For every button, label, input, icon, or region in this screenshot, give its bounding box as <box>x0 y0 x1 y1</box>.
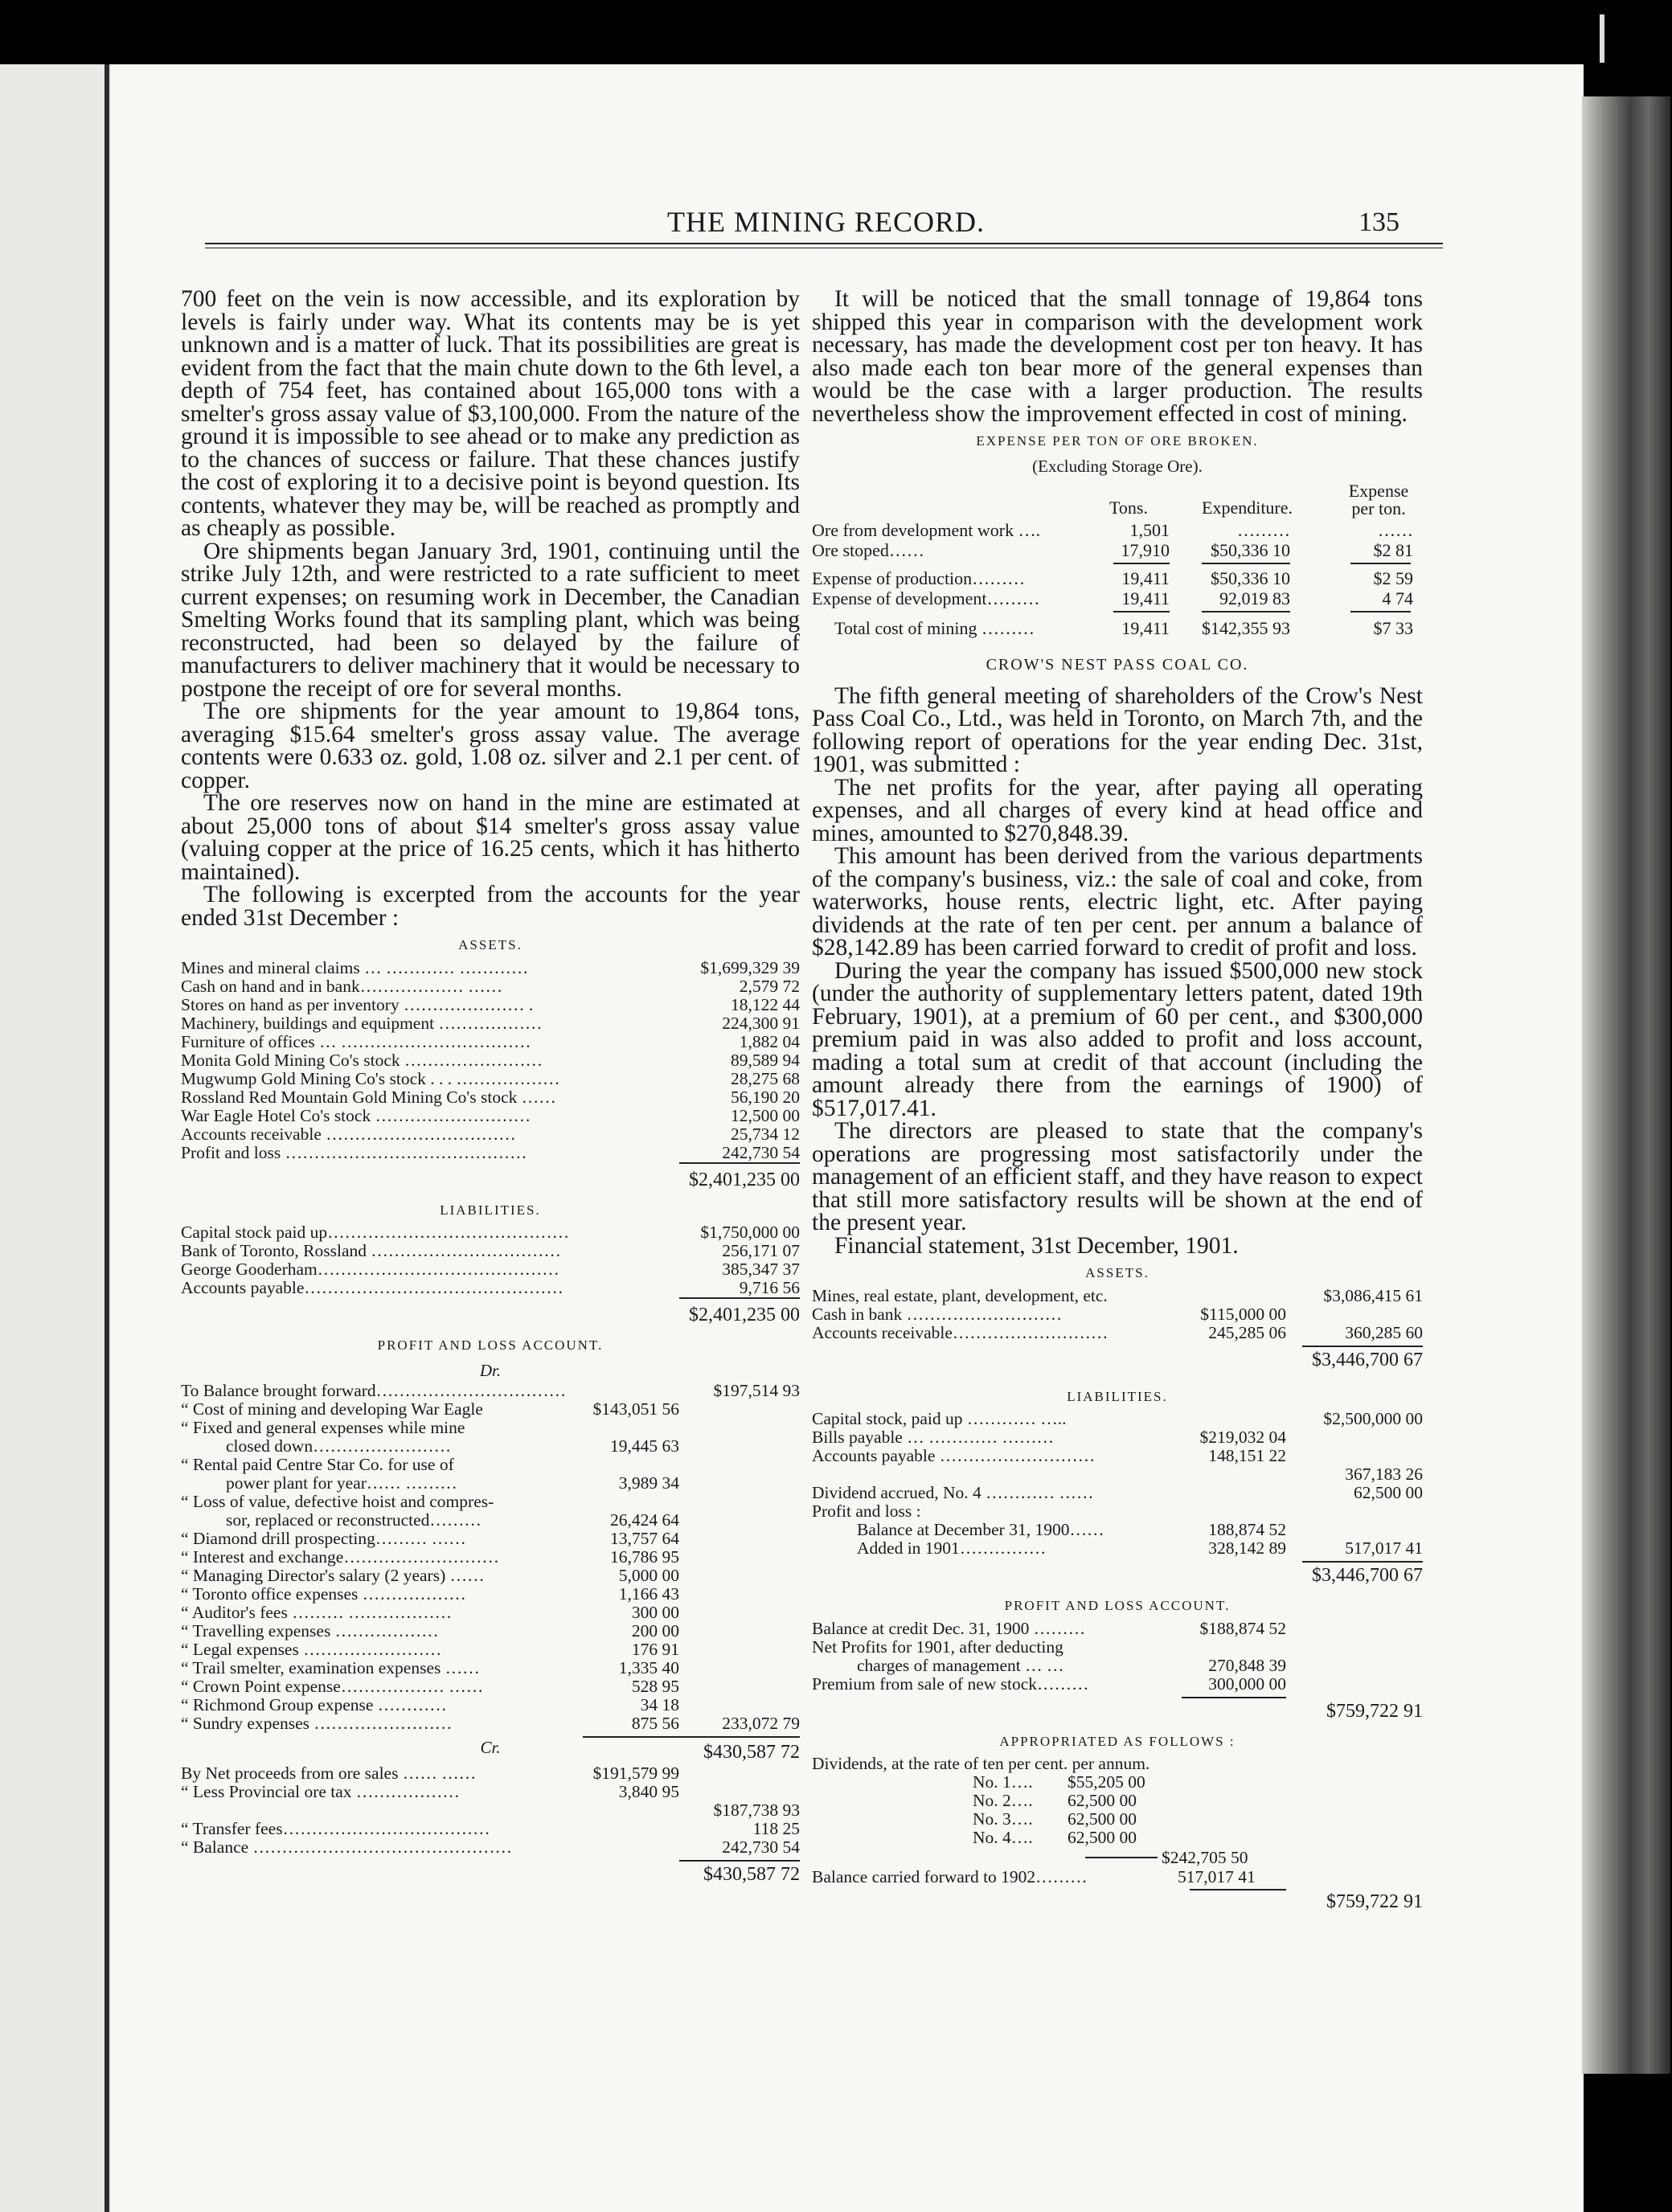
row-label: “ Legal expenses …………………… <box>181 1640 442 1659</box>
table-row <box>181 1260 800 1279</box>
paragraph: 700 feet on the vein is now accessible, and its exploration by levels is fairly under way. What its contents may be is yet unknown and is a matter of luck. That its possibilities are great is evident from the fact that the main chute down to the 6th level, a depth of 754 feet, has contained about 165,000 tons with a smelter's gross assay value of $3,100,000. From the nature of the ground it is impossible to see ahead or to make any prediction as to the chances of success or failure. That these chances justify the cost of exploring it to a decisive point is beyond question. Its contents, whatever they may be, will be reached as promptly and as cheaply as possible. <box>181 286 800 541</box>
row-label: “ Fixed and general expenses while mine <box>181 1418 465 1437</box>
pnl-dr: Dr. <box>479 1360 502 1380</box>
expense-per-ton: …… <box>1378 520 1413 540</box>
row-label: Monita Gold Mining Co's stock …………………… <box>181 1050 543 1070</box>
table-row <box>181 1125 800 1144</box>
expense-label: Ore from development work …. <box>812 520 1041 540</box>
row-value: 224,300 91 <box>722 1013 800 1033</box>
expense-rule <box>1113 563 1170 564</box>
row-label: “ Balance ……………………………………… <box>181 1837 513 1857</box>
row-value-subtotal: 34 18 <box>640 1695 679 1714</box>
table-row <box>812 1484 1423 1502</box>
fin-assets-heading: ASSETS. <box>1085 1265 1150 1280</box>
row-value-subtotal: 5,000 00 <box>618 1566 679 1585</box>
table-row <box>181 1088 800 1107</box>
table-row <box>181 1223 800 1242</box>
table-row <box>181 1696 800 1714</box>
expense-per-ton: $7 33 <box>1373 618 1413 638</box>
paragraph: During the year the company has issued $500,000 new stock (under the authority of supplementary letters patent, dated 19th February, 1901), at a premium of 60 per cent., and $300,000 premium paid in was also added to profit and loss account, mading a total sum at credit of that account (including the amount already there from the earnings of 1900) of $517,017.41. <box>812 957 1423 1121</box>
liabilities-table <box>181 1223 800 1297</box>
row-value-total: 360,285 60 <box>1345 1322 1423 1342</box>
row-label: Rossland Red Mountain Gold Mining Co's stock …… <box>181 1087 556 1107</box>
row-label: “ Rental paid Centre Star Co. for use of <box>181 1455 454 1474</box>
expense-per-ton: 4 74 <box>1382 588 1413 608</box>
table-row <box>181 996 800 1014</box>
row-value-subtotal: 3,989 34 <box>618 1473 679 1493</box>
row-value-total: 367,183 26 <box>1345 1464 1423 1484</box>
table-row <box>181 1014 800 1033</box>
row-label: Capital stock, paid up ………… ….. <box>812 1409 1067 1428</box>
row-value: $1,699,329 39 <box>700 957 800 977</box>
right-column <box>812 288 1423 1913</box>
table-row <box>181 1456 800 1474</box>
table-row <box>181 1382 800 1400</box>
row-label: Net Profits for 1901, after deducting <box>812 1636 1063 1657</box>
expense-tons: 19,411 <box>1121 588 1170 608</box>
table-row <box>812 1620 1423 1638</box>
row-value-total: $197,514 93 <box>713 1381 800 1400</box>
row-value-subtotal: 328,142 89 <box>1208 1538 1286 1558</box>
paragraph: The directors are pleased to state that the company's operations are progressing most satisfactorily under the management of an efficient staff, and they have reason to expect that still more satisfactory results will be shown at the end of the present year. <box>812 1118 1423 1235</box>
table-row <box>181 1659 800 1677</box>
table-row <box>812 1539 1423 1558</box>
table-row <box>181 1820 800 1838</box>
paragraph: Financial statement, 31st December, 1901. <box>834 1232 1239 1259</box>
liabilities-total: $2,401,235 00 <box>689 1305 800 1325</box>
pnl-cr-total: $430,587 72 <box>703 1863 800 1885</box>
row-value: 28,275 68 <box>731 1068 800 1088</box>
table-row <box>181 1530 800 1548</box>
row-label: Capital stock paid up…………………………………… <box>181 1223 570 1242</box>
expense-row <box>812 521 1423 541</box>
row-value: 18,122 44 <box>731 994 800 1014</box>
table-row <box>181 1070 800 1088</box>
row-label: Mugwump Gold Mining Co's stock . . . ……………… <box>181 1068 560 1088</box>
dividend-row <box>812 1810 1423 1829</box>
expense-rule <box>1350 611 1411 612</box>
assets-table <box>181 959 800 1162</box>
paragraph: It will be noticed that the small tonnage of 19,864 tons shipped this year in comparison with the development work necessary, has made the development cost per ton heavy. It has also made each ton bear more of the general expenses than would be the case with a larger production. The results nevertheless show the improvement effected in cost of mining. <box>812 286 1423 427</box>
row-label: Balance at credit Dec. 31, 1900 ……… <box>812 1618 1086 1638</box>
table-row <box>181 1783 800 1801</box>
expense-tons: 17,910 <box>1121 540 1170 560</box>
pnl-debit-table <box>181 1382 800 1733</box>
header-rule <box>205 243 1443 244</box>
table-row <box>812 1521 1423 1539</box>
expense-table <box>812 482 1423 639</box>
row-value-subtotal: 176 91 <box>631 1640 679 1659</box>
expense-label: Total cost of mining ……… <box>834 618 1035 638</box>
paragraph: Ore shipments began January 3rd, 1901, continuing until the strike July 12th, and were restricted to a rate sufficient to meet current expenses; on resuming work in December, the Canadian Smelting Works found that its sampling plant, which was being reconstructed, had been so delayed by the failure of manufacturers to deliver machinery that it would be necessary to postpone the receipt of ore for several months. <box>181 538 800 702</box>
table-row <box>181 1801 800 1820</box>
expense-rule <box>1113 611 1170 612</box>
row-value-subtotal: $188,874 52 <box>1199 1618 1286 1638</box>
dividend-label: No. 1…. <box>973 1772 1033 1792</box>
table-row <box>812 1305 1423 1324</box>
table-row <box>181 1437 800 1456</box>
table-row <box>181 1604 800 1622</box>
expense-subheading: (Excluding Storage Ore). <box>1032 456 1203 476</box>
expense-tons: 19,411 <box>1121 618 1170 638</box>
table-row <box>812 1638 1423 1657</box>
row-value: 256,171 07 <box>722 1241 800 1260</box>
carried-label: Balance carried forward to 1902……… <box>812 1867 1088 1886</box>
row-label: Mines and mineral claims … ………… ………… <box>181 957 529 977</box>
row-label: Accounts receivable …………………………… <box>181 1124 516 1144</box>
expense-tons: 19,411 <box>1121 568 1170 588</box>
table-row <box>181 1242 800 1260</box>
page-number: 135 <box>1358 207 1399 237</box>
row-label: “ Cost of mining and developing War Eagle <box>181 1399 483 1419</box>
expense-row <box>812 569 1423 589</box>
row-label: sor, replaced or reconstructed……… <box>226 1510 482 1530</box>
table-row <box>181 959 800 977</box>
table-row <box>812 1502 1423 1521</box>
row-value-subtotal: 19,445 63 <box>610 1436 679 1456</box>
row-label: “ Trail smelter, examination expenses …… <box>181 1658 480 1677</box>
row-value-subtotal: 26,424 64 <box>610 1510 679 1530</box>
expense-header-row <box>812 482 1423 521</box>
row-label: “ Managing Director's salary (2 years) …… <box>181 1566 485 1585</box>
row-label: Mines, real estate, plant, development, etc. <box>812 1285 1108 1305</box>
table-row <box>181 1585 800 1604</box>
row-label: “ Sundry expenses …………………… <box>181 1714 453 1733</box>
left-column <box>181 288 800 1889</box>
row-label: Furniture of offices … …………………………… <box>181 1031 531 1051</box>
table-row <box>181 1107 800 1125</box>
table-row <box>812 1287 1423 1305</box>
dividend-value: 62,500 00 <box>1068 1828 1137 1847</box>
scan-gutter <box>104 64 109 2212</box>
assets-total: $2,401,235 00 <box>689 1169 800 1190</box>
scan-facing-page <box>0 64 111 2212</box>
row-value-subtotal: 270,848 39 <box>1208 1655 1286 1675</box>
expense-rule <box>1202 611 1290 612</box>
expense-expenditure: 92,019 83 <box>1219 588 1290 608</box>
expense-rule <box>1202 563 1290 564</box>
expense-per-ton: $2 81 <box>1373 540 1413 560</box>
row-value-subtotal: 13,757 64 <box>610 1529 679 1548</box>
pnl-heading: PROFIT AND LOSS ACCOUNT. <box>377 1337 604 1353</box>
dividend-label: No. 2…. <box>973 1791 1033 1810</box>
row-value-total: $187,738 93 <box>713 1800 800 1820</box>
row-label: “ Transfer fees……………………………… <box>181 1818 490 1838</box>
row-value: $1,750,000 00 <box>700 1223 800 1242</box>
row-value-subtotal: $191,579 99 <box>592 1763 679 1783</box>
table-row <box>181 1051 800 1070</box>
expense-row <box>812 541 1423 561</box>
row-value-subtotal: 188,874 52 <box>1208 1520 1286 1539</box>
fin-liabilities-table <box>812 1410 1423 1558</box>
row-value-total: 233,072 79 <box>722 1714 800 1733</box>
row-label: “ Less Provincial ore tax ……………… <box>181 1781 460 1801</box>
paragraph: The net profits for the year, after paying all operating expenses, and all charges of every kind at head office and mines, amounted to $270,848.39. <box>812 774 1423 846</box>
row-value-subtotal: 3,840 95 <box>618 1781 679 1801</box>
row-label: Machinery, buildings and equipment ……………… <box>181 1013 543 1033</box>
row-label: “ Crown Point expense……………… …… <box>181 1677 484 1696</box>
expense-label: Expense of development……… <box>812 588 1040 608</box>
row-value-subtotal: 200 00 <box>631 1621 679 1641</box>
row-value: 25,734 12 <box>731 1124 800 1144</box>
table-row <box>181 1400 800 1419</box>
dividends-total-row <box>812 1847 1423 1868</box>
row-label: Cash in bank ……………………… <box>812 1304 1063 1324</box>
pnl-cr: Cr. <box>480 1738 501 1757</box>
paragraph: The following is excerpted from the accounts for the year ended 31st December : <box>181 882 800 931</box>
row-label: Accounts payable……………………………………… <box>181 1278 563 1297</box>
paragraph: The fifth general meeting of shareholders of the Crow's Nest Pass Coal Co., Ltd., was held in Toronto, on March 7th, and the following report of operations for the year ending Dec. 31st, 1901, was submitted : <box>812 682 1423 777</box>
row-value-subtotal: 245,285 06 <box>1208 1322 1286 1342</box>
final-total: $759,722 91 <box>1326 1891 1423 1912</box>
row-value: 56,190 20 <box>731 1087 800 1107</box>
fin-liab-total-row <box>812 1558 1423 1590</box>
scan-mark <box>1600 14 1604 63</box>
table-row <box>181 1838 800 1857</box>
row-label: Added in 1901…………… <box>857 1538 1047 1558</box>
row-label: Bills payable … ………… ……… <box>812 1428 1054 1447</box>
dividends-label: Dividends, at the rate of ten per cent. per annum. <box>812 1754 1150 1773</box>
row-label: “ Auditor's fees ……… ……………… <box>181 1603 453 1622</box>
table-row <box>181 1714 800 1733</box>
table-row <box>181 1493 800 1511</box>
expense-heading: EXPENSE PER TON OF ORE BROKEN. <box>976 433 1259 449</box>
row-label: Bank of Toronto, Rossland …………………………… <box>181 1241 561 1260</box>
col-expense-per-ton: Expense per ton. <box>1348 481 1409 518</box>
dividend-row <box>812 1829 1423 1847</box>
fin-pnl-total: $759,722 91 <box>1326 1700 1423 1722</box>
row-label: “ Loss of value, defective hoist and compres- <box>181 1492 494 1511</box>
liabilities-total-row <box>181 1297 800 1329</box>
table-row <box>812 1428 1423 1447</box>
table-row <box>181 1419 800 1437</box>
row-value: 385,347 37 <box>722 1260 800 1279</box>
fin-assets-total-row <box>812 1342 1423 1374</box>
expense-label: Expense of production……… <box>812 568 1026 588</box>
row-label: “ Toronto office expenses ……………… <box>181 1584 466 1604</box>
row-label: War Eagle Hotel Co's stock ……………………… <box>181 1105 531 1125</box>
row-label: closed down…………………… <box>226 1436 452 1456</box>
row-label: Accounts payable ……………………… <box>812 1446 1096 1465</box>
row-value: 242,730 54 <box>722 1142 800 1162</box>
row-label: To Balance brought forward…………………………… <box>181 1381 567 1400</box>
pnl-cr-total-row <box>181 1857 800 1889</box>
fin-assets-table <box>812 1287 1423 1342</box>
crows-nest-heading: CROW'S NEST PASS COAL CO. <box>986 656 1249 674</box>
table-row <box>181 1641 800 1659</box>
row-value: 89,589 94 <box>731 1050 800 1070</box>
row-value-total: $2,500,000 00 <box>1323 1409 1423 1428</box>
col-expenditure: Expenditure. <box>1202 498 1293 518</box>
expense-row <box>812 589 1423 609</box>
fin-assets-total: $3,446,700 67 <box>1312 1349 1423 1370</box>
pnl-credit-table <box>181 1764 800 1857</box>
running-title: THE MINING RECORD. <box>667 206 985 238</box>
fin-pnl-table <box>812 1620 1423 1694</box>
row-value-subtotal: $143,051 56 <box>592 1399 679 1419</box>
table-row <box>181 1144 800 1162</box>
row-value: 1,882 04 <box>739 1031 800 1051</box>
final-total-row <box>812 1889 1423 1913</box>
table-row <box>181 977 800 996</box>
row-value-subtotal: 16,786 95 <box>610 1547 679 1567</box>
row-label: Stores on hand as per inventory ………………… . <box>181 994 534 1014</box>
paragraph: The ore reserves now on hand in the mine are estimated at about 25,000 tons of about $14 smelter's gross assay value (valuing copper at the price of 16.25 cents, which it has hitherto maintained). <box>181 790 800 885</box>
fin-liab-heading: LIABILITIES. <box>1067 1388 1168 1404</box>
row-value-total: 62,500 00 <box>1354 1483 1423 1502</box>
row-label: Premium from sale of new stock……… <box>812 1673 1089 1694</box>
dividend-value: 62,500 00 <box>1068 1809 1137 1829</box>
row-label: power plant for year…… ……… <box>226 1473 457 1493</box>
row-value-subtotal: 148,151 22 <box>1208 1446 1286 1465</box>
assets-total-row <box>181 1162 800 1194</box>
expense-tons: 1,501 <box>1129 520 1170 540</box>
dividend-value: 62,500 00 <box>1068 1791 1137 1810</box>
table-row <box>181 1279 800 1297</box>
row-label: charges of management … … <box>857 1655 1064 1675</box>
row-label: Balance at December 31, 1900…… <box>857 1520 1104 1539</box>
dividend-row <box>812 1792 1423 1810</box>
row-label: “ Travelling expenses ……………… <box>181 1621 439 1641</box>
table-row <box>812 1675 1423 1694</box>
expense-expenditure: ……… <box>1237 520 1290 540</box>
dividend-label: No. 3…. <box>973 1809 1033 1829</box>
table-row <box>812 1410 1423 1428</box>
row-value-total: $3,086,415 61 <box>1323 1285 1423 1305</box>
dividends-total: $242,705 50 <box>1162 1848 1248 1867</box>
expense-row <box>812 619 1423 639</box>
table-row <box>181 1548 800 1567</box>
row-value: 12,500 00 <box>731 1105 800 1125</box>
appropriated-heading: APPROPRIATED AS FOLLOWS : <box>999 1733 1236 1749</box>
row-label: By Net proceeds from ore sales …… …… <box>181 1763 477 1783</box>
row-value-subtotal: 300 00 <box>631 1603 679 1622</box>
table-row <box>181 1567 800 1585</box>
row-label: George Gooderham…………………………………… <box>181 1260 559 1279</box>
table-row <box>181 1033 800 1051</box>
row-label: Accounts receivable……………………… <box>812 1322 1109 1342</box>
table-row <box>812 1657 1423 1675</box>
fin-pnl-heading: PROFIT AND LOSS ACCOUNT. <box>1004 1598 1231 1613</box>
table-row <box>181 1474 800 1493</box>
row-value-subtotal: 1,335 40 <box>618 1658 679 1677</box>
pnl-dr-total: $430,587 72 <box>703 1742 800 1763</box>
expense-per-ton: $2 59 <box>1373 568 1413 588</box>
row-value-subtotal: $219,032 04 <box>1199 1428 1286 1447</box>
row-value-subtotal: 528 95 <box>631 1677 679 1696</box>
row-value: 2,579 72 <box>739 976 800 996</box>
col-tons: Tons. <box>1109 498 1148 518</box>
expense-expenditure: $50,336 10 <box>1211 568 1290 588</box>
carried-value: 517,017 41 <box>1178 1867 1256 1886</box>
table-row <box>181 1622 800 1641</box>
row-value-subtotal: 300,000 00 <box>1208 1673 1286 1694</box>
row-label: Profit and loss : <box>812 1501 921 1521</box>
row-label: Dividend accrued, No. 4 ………… …… <box>812 1483 1094 1502</box>
expense-expenditure: $142,355 93 <box>1202 618 1290 638</box>
table-row <box>181 1511 800 1530</box>
dividend-label: No. 4…. <box>973 1828 1033 1847</box>
expense-expenditure: $50,336 10 <box>1211 540 1290 560</box>
row-label: “ Diamond drill prospecting……… …… <box>181 1529 466 1548</box>
paragraph: The ore shipments for the year amount to 19,864 tons, averaging $15.64 smelter's gross assay value. The average contents were 0.633 oz. gold, 1.08 oz. silver and 2.1 per cent. of copper. <box>181 698 800 793</box>
row-label: Cash on hand and in bank……………… …… <box>181 976 503 996</box>
fin-liab-total: $3,446,700 67 <box>1312 1565 1423 1586</box>
table-row <box>812 1447 1423 1465</box>
row-value: 9,716 56 <box>739 1278 800 1297</box>
assets-heading: ASSETS. <box>458 937 522 952</box>
row-label: “ Interest and exchange……………………… <box>181 1547 499 1567</box>
pnl-dr-total-row <box>181 1733 800 1763</box>
row-label: “ Richmond Group expense ………… <box>181 1695 447 1714</box>
row-value-total: 118 25 <box>752 1818 800 1838</box>
table-row <box>812 1324 1423 1342</box>
dividend-value: $55,205 00 <box>1068 1772 1145 1792</box>
table-row <box>181 1677 800 1696</box>
paragraph: This amount has been derived from the various departments of the company's business, viz.: the sale of coal and coke, from waterworks, house rents, electric light, etc. After paying dividends at the rate of ten per cent. per annum a balance of $28,142.89 has been carried forward to credit of profit and loss. <box>812 843 1423 961</box>
dividends-table <box>812 1773 1423 1847</box>
row-value-total: 242,730 54 <box>722 1837 800 1857</box>
fin-pnl-total-row <box>812 1694 1423 1726</box>
liabilities-heading: LIABILITIES. <box>440 1202 541 1218</box>
row-label: Profit and loss …………………………………… <box>181 1142 527 1162</box>
book-page-edges <box>1582 96 1670 2074</box>
row-value-subtotal: $115,000 00 <box>1200 1304 1286 1324</box>
row-value-subtotal: 1,166 43 <box>618 1584 679 1604</box>
table-row <box>181 1764 800 1783</box>
row-value-total: 517,017 41 <box>1345 1538 1423 1558</box>
row-value-subtotal: 875 56 <box>631 1714 679 1733</box>
expense-rule <box>1350 563 1411 564</box>
dividend-row <box>812 1773 1423 1792</box>
table-row <box>812 1465 1423 1484</box>
expense-label: Ore stoped…… <box>812 540 924 560</box>
carried-row <box>812 1868 1423 1889</box>
